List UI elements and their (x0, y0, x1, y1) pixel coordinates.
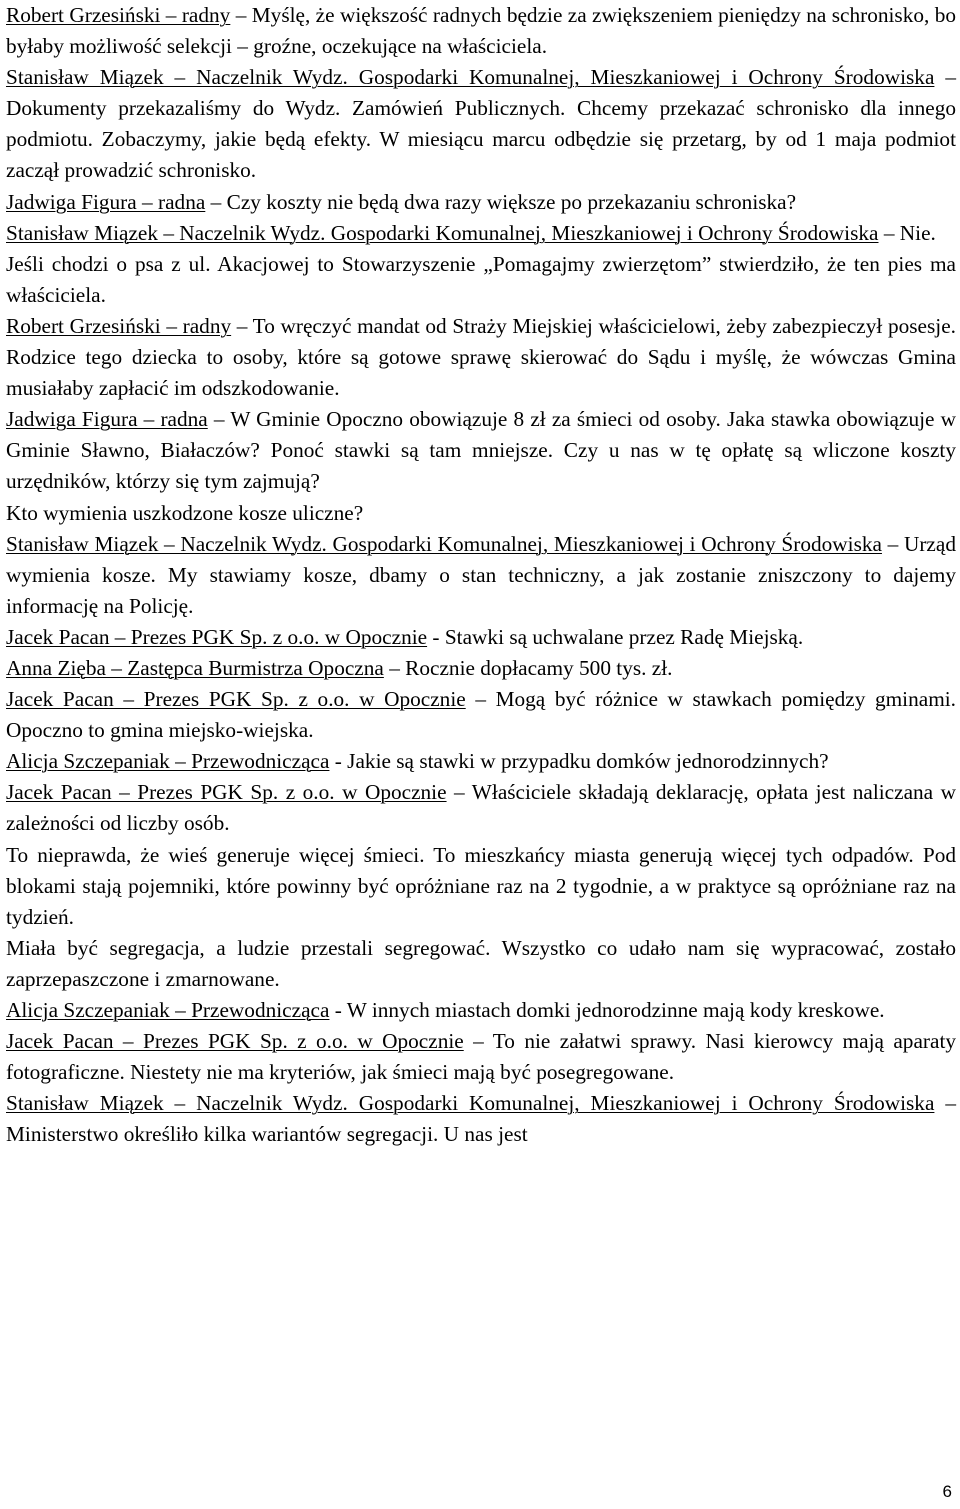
speaker-name: Jacek Pacan – Prezes PGK Sp. z o.o. w Opocznie (6, 1029, 464, 1054)
paragraph (6, 0, 956, 62)
paragraph-text: – Myślę, że większość radnych będzie za zwiększeniem pieniędzy na schronisko, bo byłaby możliwość selekcji – groźne, oczekujące na właściciela. (6, 3, 956, 59)
speaker-name: Jacek Pacan – Prezes PGK Sp. z o.o. w Opocznie (6, 624, 428, 649)
speaker-name: Robert Grzesiński – radny (6, 313, 232, 338)
paragraph (6, 1026, 956, 1088)
paragraph (6, 187, 956, 218)
speaker-name: Anna Zięba – Zastępca Burmistrza Opoczna (6, 655, 384, 680)
paragraph-text: – Nie. (878, 220, 936, 245)
speaker-name: Alicja Szczepaniak – Przewodnicząca (6, 998, 330, 1022)
paragraph (6, 933, 956, 995)
paragraph (6, 622, 956, 653)
document-page (6, 0, 956, 1150)
paragraph-text: - Stawki są uchwalane przez Radę Miejską. (427, 624, 804, 649)
paragraph (6, 218, 956, 249)
speaker-name: Robert Grzesiński – radny (6, 3, 231, 27)
paragraph-text: To nieprawda, że wieś generuje więcej śmieci. To mieszkańcy miasta generują więcej tych odpadów. Pod blokami stają pojemniki, które powinny być opróżniane raz na 2 tygodnie, a w praktyce są opróżniane raz na tydzień. (6, 842, 956, 929)
paragraph (6, 840, 956, 933)
paragraph-text: – Mogą być różnice w stawkach pomiędzy gminami. Opoczno to gmina miejsko-wiejska. (6, 687, 956, 743)
paragraph (6, 249, 956, 311)
paragraph (6, 746, 956, 777)
paragraph-text: Kto wymienia uszkodzone kosze uliczne? (6, 500, 364, 525)
paragraph-text: – To wręczyć mandat od Straży Miejskiej właścicielowi, żeby zabezpieczył posesje. Rodzice tego dziecka to osoby, które są gotowe sprawę skierować do Sądu i myślę, że wówczas Gmina musiałaby zapłacić im odszkodowanie. (6, 313, 956, 401)
paragraph (6, 498, 956, 529)
speaker-name: Stanisław Miązek – Naczelnik Wydz. Gospodarki Komunalnej, Mieszkaniowej i Ochrony Środowiska (6, 65, 935, 90)
speaker-name: Jacek Pacan – Prezes PGK Sp. z o.o. w Opocznie (6, 687, 466, 712)
speaker-name: Stanisław Miązek – Naczelnik Wydz. Gospodarki Komunalnej, Mieszkaniowej i Ochrony Środowiska (6, 1091, 935, 1116)
paragraph (6, 311, 956, 404)
speaker-name: Alicja Szczepaniak – Przewodnicząca (6, 749, 330, 774)
paragraph (6, 684, 956, 746)
paragraph (6, 62, 956, 186)
paragraph-text: – W Gminie Opoczno obowiązuje 8 zł za śmieci od osoby. Jaka stawka obowiązuje w Gminie Sławno, Białaczów? Ponoć stawki są tam mniejsze. Czy u nas w tę opłatę są wliczone koszty urzędników, którzy się tym zajmują? (6, 407, 956, 494)
paragraph (6, 995, 956, 1026)
paragraph (6, 404, 956, 497)
page-number: 6 (942, 1482, 952, 1501)
paragraph-text: – Urząd wymienia kosze. My stawiamy kosze, dbamy o stan techniczny, a jak zostanie zniszczony to dajemy informację na Policję. (6, 531, 956, 618)
paragraph-text: Jeśli chodzi o psa z ul. Akacjowej to Stowarzyszenie „Pomagajmy zwierzętom” stwierdziło, że ten pies ma właściciela. (6, 251, 956, 307)
paragraph (6, 1088, 956, 1150)
speaker-name: Jadwiga Figura – radna (6, 407, 208, 432)
paragraph-text: – Ministerstwo określiło kilka wariantów segregacji. U nas jest (6, 1091, 956, 1147)
speaker-name: Stanisław Miązek – Naczelnik Wydz. Gospodarki Komunalnej, Mieszkaniowej i Ochrony Środowiska (6, 220, 879, 245)
paragraph-text: - W innych miastach domki jednorodzinne mają kody kreskowe. (329, 998, 885, 1022)
speaker-name: Jadwiga Figura – radna (6, 189, 206, 214)
paragraph-text: - Jakie są stawki w przypadku domków jednorodzinnych? (329, 749, 829, 774)
paragraph-text: – To nie załatwi sprawy. Nasi kierowcy mają aparaty fotograficzne. Niestety nie ma kryteriów, jak śmieci mają być posegregowane. (6, 1029, 957, 1085)
paragraph-text: – Właściciele składają deklarację, opłata jest naliczana w zależności od liczby osób. (6, 780, 957, 836)
speaker-name: Jacek Pacan – Prezes PGK Sp. z o.o. w Opocznie (6, 780, 447, 805)
speaker-name: Stanisław Miązek – Naczelnik Wydz. Gospodarki Komunalnej, Mieszkaniowej i Ochrony Środowiska (6, 531, 882, 556)
paragraph-text: – Rocznie dopłacamy 500 tys. zł. (383, 655, 673, 680)
paragraph (6, 653, 956, 684)
paragraph-text: – Czy koszty nie będą dwa razy większe po przekazaniu schroniska? (205, 189, 797, 214)
paragraph-text: Miała być segregacja, a ludzie przestali segregować. Wszystko co udało nam się wypracować, zostało zaprzepaszczone i zmarnowane. (6, 935, 956, 991)
paragraph-text: – Dokumenty przekazaliśmy do Wydz. Zamówień Publicznych. Chcemy przekazać schronisko dla innego podmiotu. Zobaczymy, jakie będą efekty. W miesiącu marcu odbędzie się przetarg, by od 1 maja podmiot zaczął prowadzić schronisko. (6, 65, 956, 183)
paragraph (6, 529, 956, 622)
paragraph (6, 777, 956, 839)
